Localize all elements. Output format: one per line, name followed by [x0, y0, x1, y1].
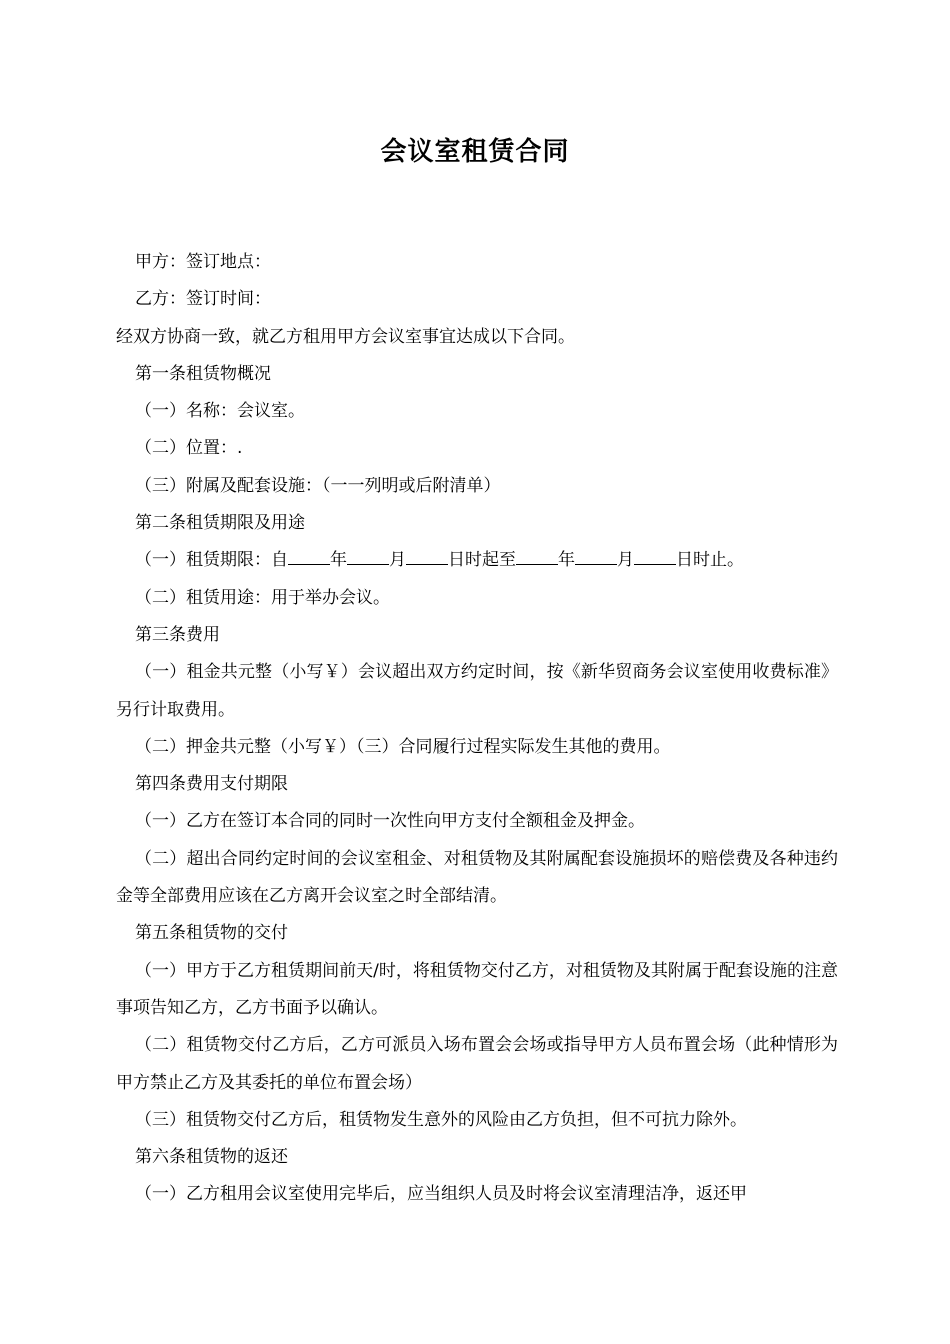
term-year-1: 年 — [330, 550, 347, 571]
party-a-line: 甲方：签订地点： — [135, 252, 271, 272]
term-year-2: 年 — [558, 550, 575, 571]
article-6-heading: 第六条租赁物的返还 — [135, 1147, 288, 1168]
blank-field — [575, 547, 617, 565]
preamble: 经双方协商一致，就乙方租用甲方会议室事宜达成以下合同。 — [116, 326, 575, 347]
term-month-1: 月 — [389, 550, 406, 571]
article-2-item-1 — [116, 542, 838, 579]
blank-field — [347, 547, 389, 565]
article-4-item-1: （一）乙方在签订本合同的同时一次性向甲方支付全额租金及押金。 — [135, 811, 645, 832]
article-1-item-1: （一）名称：会议室。 — [135, 401, 305, 422]
article-1-item-2: （二）位置：. — [135, 438, 243, 459]
article-5-item-3: （三）租赁物交付乙方后，租赁物发生意外的风险由乙方负担，但不可抗力除外。 — [135, 1109, 747, 1130]
article-6-item-1: （一）乙方租用会议室使用完毕后，应当组织人员及时将会议室清理洁净，返还甲 — [135, 1184, 747, 1205]
document-body — [116, 244, 838, 1214]
article-5-item-1: （一）甲方于乙方租赁期间前天/时，将租赁物交付乙方，对租赁物及其附属于配套设施的注意事项告知乙方，乙方书面予以确认。 — [116, 960, 838, 1018]
article-5-item-2: （二）租赁物交付乙方后，乙方可派员入场布置会会场或指导甲方人员布置会场（此种情形为甲方禁止乙方及其委托的单位布置会场） — [116, 1035, 838, 1093]
document-title: 会议室租赁合同 — [380, 137, 570, 167]
blank-field — [516, 547, 558, 565]
term-month-2: 月 — [617, 550, 634, 571]
term-prefix: （一）租赁期限：自 — [135, 550, 288, 571]
article-3-heading: 第三条费用 — [135, 624, 220, 645]
term-end: 日时止。 — [676, 550, 744, 571]
article-1-item-3: （三）附属及配套设施：（一一列明或后附清单） — [135, 475, 501, 496]
article-4-item-2: （二）超出合同约定时间的会议室租金、对租赁物及其附属配套设施损坏的赔偿费及各种违约金等全部费用应该在乙方离开会议室之时全部结清。 — [116, 848, 838, 907]
article-2-item-2: （二）租赁用途：用于举办会议。 — [135, 587, 390, 608]
blank-field — [634, 547, 676, 565]
article-2-heading: 第二条租赁期限及用途 — [135, 513, 305, 534]
article-5-heading: 第五条租赁物的交付 — [135, 923, 288, 944]
article-3-item-1: （一）租金共元整（小写￥）会议超出双方约定时间，按《新华贸商务会议室使用收费标准》另行计取费用。 — [116, 662, 838, 720]
article-3-item-2: （二）押金共元整（小写￥）（三）合同履行过程实际发生其他的费用。 — [135, 736, 671, 757]
blank-field — [406, 547, 448, 565]
blank-field — [288, 547, 330, 565]
article-4-heading: 第四条费用支付期限 — [135, 774, 288, 795]
party-b-line: 乙方：签订时间： — [135, 289, 271, 310]
article-1-heading: 第一条租赁物概况 — [135, 363, 271, 384]
term-from-to: 日时起至 — [448, 550, 516, 571]
